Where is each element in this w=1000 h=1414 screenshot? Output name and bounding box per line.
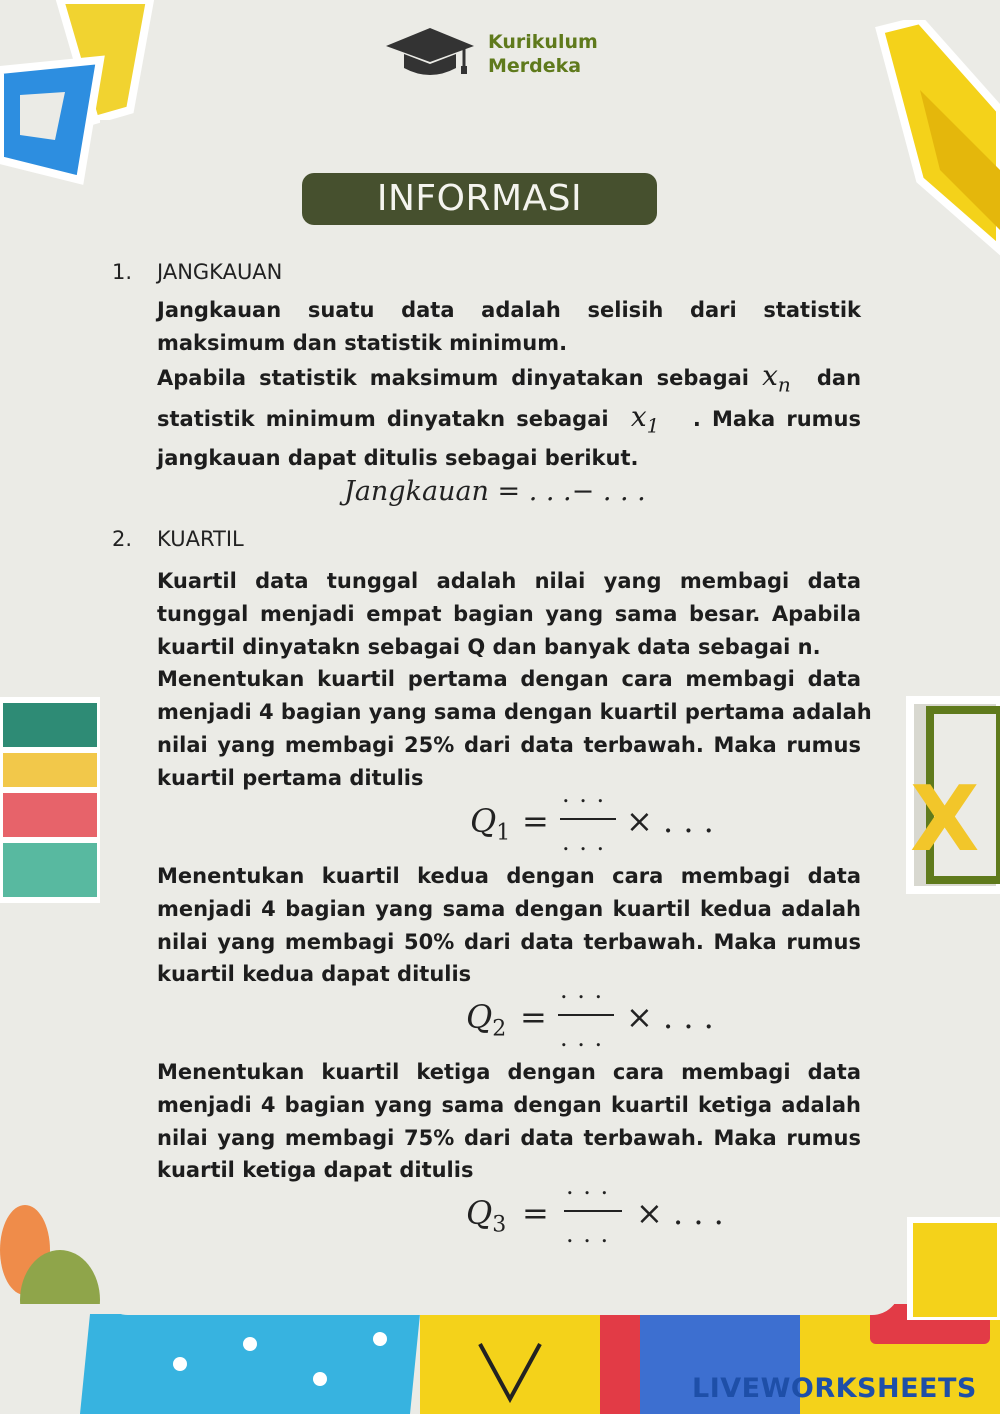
- graduation-cap-icon: [384, 26, 476, 78]
- brand-text: [488, 30, 598, 78]
- text-line: kuartil pertama ditulis: [157, 765, 424, 790]
- fraction-bar: [558, 1014, 614, 1016]
- text-line: kuartil kedua dapat ditulis: [157, 962, 472, 987]
- math-var-x1: [630, 399, 660, 438]
- numerator: . . .: [566, 1172, 610, 1200]
- text-line: Menentukan kuartil kedua dengan cara membagi data: [157, 864, 861, 888]
- math-subscript: 1: [646, 413, 660, 438]
- math-symbol: Q: [466, 1194, 493, 1232]
- q3-paragraph: [157, 1056, 861, 1187]
- q2-paragraph: [157, 860, 861, 991]
- math-subscript: 3: [492, 1212, 507, 1238]
- q2-symbol: [466, 998, 506, 1041]
- math-symbol: x: [630, 399, 647, 433]
- text-line: menjadi 4 bagian yang sama dengan kuartil pertama adalah: [157, 700, 872, 725]
- section-2-number: 2.: [112, 527, 133, 551]
- fraction-bar: [564, 1210, 622, 1212]
- text-line: nilai yang membagi 75% dari data terbawah. Maka rumus: [157, 1125, 861, 1150]
- text-segment: statistik minimum dinyatakn sebagai: [157, 406, 609, 431]
- q1-formula: [470, 780, 730, 860]
- text-line: Menentukan kuartil pertama dengan cara membagi data: [157, 667, 861, 692]
- numerator: . . .: [562, 780, 606, 808]
- q2-formula: [466, 976, 726, 1056]
- text-line: Jangkauan suatu data adalah selisih dari statistik: [157, 298, 861, 322]
- text-line: kuartil dinyatakn sebagai Q dan banyak data sebagai n.: [157, 634, 821, 659]
- text-line: jangkauan dapat ditulis sebagai berikut.: [157, 446, 639, 471]
- equals-sign: =: [520, 998, 547, 1036]
- text-line: Kuartil data tunggal adalah nilai yang membagi data: [157, 569, 861, 593]
- multiply-term: × . . .: [636, 1194, 724, 1232]
- equals-sign: =: [522, 802, 549, 840]
- brand-line-1: Kurikulum: [488, 31, 598, 53]
- q1-symbol: [470, 802, 510, 845]
- math-subscript: n: [777, 372, 791, 397]
- pencil-icon: [890, 1200, 1000, 1320]
- math-var-xn: [762, 358, 791, 397]
- section-2-heading: KUARTIL: [157, 527, 244, 551]
- math-symbol: Q: [466, 998, 493, 1036]
- letter-x-icon: [900, 690, 1000, 910]
- text-segment: Apabila statistik maksimum dinyatakan sebagai: [157, 365, 750, 390]
- text-line: menjadi 4 bagian yang sama dengan kuartil ketiga adalah: [157, 1092, 861, 1117]
- page-title: INFORMASI: [302, 173, 657, 225]
- fraction-bar: [560, 818, 616, 820]
- math-symbol: Q: [470, 802, 497, 840]
- q3-formula: [466, 1172, 746, 1252]
- q3-symbol: [466, 1194, 506, 1237]
- section-2-intro: [157, 565, 872, 795]
- multiply-term: × . . .: [626, 998, 714, 1036]
- section-1-heading: JANGKAUAN: [157, 260, 283, 284]
- denominator: . . .: [566, 1220, 610, 1248]
- denominator: . . .: [560, 1024, 604, 1052]
- text-line: nilai yang membagi 50% dari data terbawah. Maka rumus: [157, 929, 861, 954]
- section-1-paragraph: [157, 294, 861, 475]
- numerator: . . .: [560, 976, 604, 1004]
- text-line: maksimum dan statistik minimum.: [157, 330, 568, 355]
- kurikulum-merdeka-logo: [384, 26, 624, 82]
- text-line: menjadi 4 bagian yang sama dengan kuartil kedua adalah: [157, 896, 861, 921]
- equals-sign: =: [522, 1194, 549, 1232]
- text-line: nilai yang membagi 25% dari data terbawah. Maka rumus: [157, 732, 861, 757]
- text-line: [157, 401, 861, 442]
- text-segment: . Maka rumus: [692, 406, 861, 431]
- math-symbol: x: [762, 358, 778, 392]
- books-icon: [0, 680, 100, 940]
- text-line: kuartil ketiga dapat ditulis: [157, 1158, 474, 1183]
- liveworksheets-text: LIVEWORKSHEETS: [692, 1373, 977, 1404]
- text-line: tunggal menjadi empat bagian yang sama besar. Apabila: [157, 601, 861, 626]
- text-segment: dan: [816, 365, 862, 390]
- liveworksheets-logo[interactable]: [692, 1373, 977, 1404]
- section-1-number: 1.: [112, 260, 133, 284]
- brand-line-2: Merdeka: [488, 55, 582, 77]
- svg-text:X: X: [910, 767, 980, 872]
- math-subscript: 1: [496, 820, 511, 846]
- denominator: . . .: [562, 828, 606, 856]
- text-line: Menentukan kuartil ketiga dengan cara membagi data: [157, 1060, 861, 1084]
- math-subscript: 2: [492, 1016, 507, 1042]
- range-formula: Jangkauan = . . .− . . .: [344, 476, 646, 507]
- multiply-term: × . . .: [626, 802, 714, 840]
- text-line: [157, 360, 861, 401]
